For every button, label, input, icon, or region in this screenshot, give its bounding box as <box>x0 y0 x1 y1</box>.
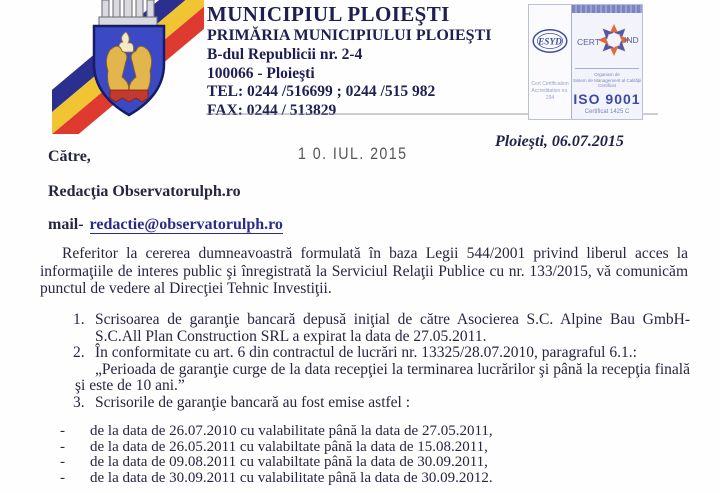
item-text: Scrisoarea de garanţie bancară depusă iniţial de către Asocierea S.C. Alpine Bau GmbH-S.C.All Plan Construction SRL a expirat la data de 27.05.2011. <box>95 311 690 345</box>
item-text: de la data de 26.07.2010 cu valabilitate până la data de 27.05.2011, <box>90 423 493 439</box>
salutation: Către, <box>48 148 91 165</box>
certification-badges <box>528 4 643 120</box>
mail-line <box>48 216 283 234</box>
list-item <box>40 424 690 440</box>
item-number: 2. <box>73 344 85 361</box>
list-item <box>40 312 690 345</box>
validity-list <box>40 424 690 486</box>
org-subtitle: PRIMĂRIA MUNICIPIULUI PLOIEŞTI <box>207 27 492 44</box>
item-text: de la data de 26.05.2011 cu valabiltate până la data de 15.08.2011, <box>90 438 488 455</box>
dash-bullet: - <box>60 454 65 471</box>
certind-label-right: IND <box>624 35 639 45</box>
list-item <box>40 455 690 471</box>
esyd-logo-icon <box>531 27 569 55</box>
dash-bullet: - <box>60 469 65 486</box>
certificate-number: Certificat 1425 C <box>584 108 630 115</box>
contract-quote: „Perioada de garanţie curge de la data recepţiei la terminarea lucrărilor şi până la recepţia finală şi este de 10 ani.” <box>75 360 690 394</box>
esyd-label: ESYD <box>538 37 562 48</box>
mail-prefix: mail- <box>48 216 84 233</box>
coat-of-arms-icon <box>52 0 204 134</box>
address-line-1: B-dul Republicii nr. 2-4 <box>207 46 363 63</box>
dash-bullet: - <box>60 438 65 455</box>
item-text: În conformitate cu art. 6 din contractul de lucrări nr. 13325/28.07.2010, paragraful 6.1.: <box>95 344 637 361</box>
phone-line: TEL: 0244 /516699 ; 0244 /515 982 <box>207 83 436 100</box>
list-item <box>40 471 690 487</box>
list-item <box>40 395 690 412</box>
certind-label-left: CERT <box>577 37 600 47</box>
item-number: 1. <box>73 311 85 328</box>
list-item <box>40 440 690 456</box>
esyd-accreditation-text: Cert Certification Accreditation no. 294 <box>531 81 569 101</box>
org-title: MUNICIPIUL PLOIEŞTI <box>207 2 450 26</box>
certind-badge <box>572 5 642 119</box>
numbered-list <box>40 312 690 411</box>
esyd-badge <box>529 5 572 119</box>
place-and-date: Ploieşti, 06.07.2015 <box>495 133 624 150</box>
item-text: de la data de 30.09.2011 cu valabilitate până la data de 30.09.2012. <box>90 469 493 486</box>
item-number: 3. <box>73 393 85 411</box>
fax-line: FAX: 0244 / 513829 <box>207 101 337 119</box>
letterhead <box>207 3 537 119</box>
email-link: redactie@observatorulph.ro <box>89 216 283 233</box>
dash-bullet: - <box>60 423 65 439</box>
certind-description: Organism de Sistem de Management al Calităţii Certificat <box>572 72 642 88</box>
item-text: Scrisorile de garanţie bancară au fost emise astfel : <box>95 393 411 411</box>
recipient-name: Redacţia Observatorulph.ro <box>48 183 241 200</box>
list-item <box>40 345 690 395</box>
badge-top-bar <box>572 5 642 13</box>
certind-logo-icon <box>574 21 640 61</box>
date-received-stamp: 1 0. IUL. 2015 <box>298 145 408 164</box>
iso-9001-label: ISO 9001 <box>573 90 641 107</box>
intro-paragraph: Referitor la cererea dumneavoastră formulată în baza Legii 544/2001 privind liberul acces la informaţiile de interes public şi înregistrată la Serviciul Relaţii Publice cu nr. 133/2015, vă comunicăm punctul de vedere al Direcţiei Tehnic Investiţii. <box>40 245 688 297</box>
address-line-2: 100066 - Ploieşti <box>207 64 315 82</box>
badge-divider <box>575 68 639 69</box>
item-text: de la data de 09.08.2011 cu valabiltate până la data de 30.09.2011, <box>90 454 488 471</box>
